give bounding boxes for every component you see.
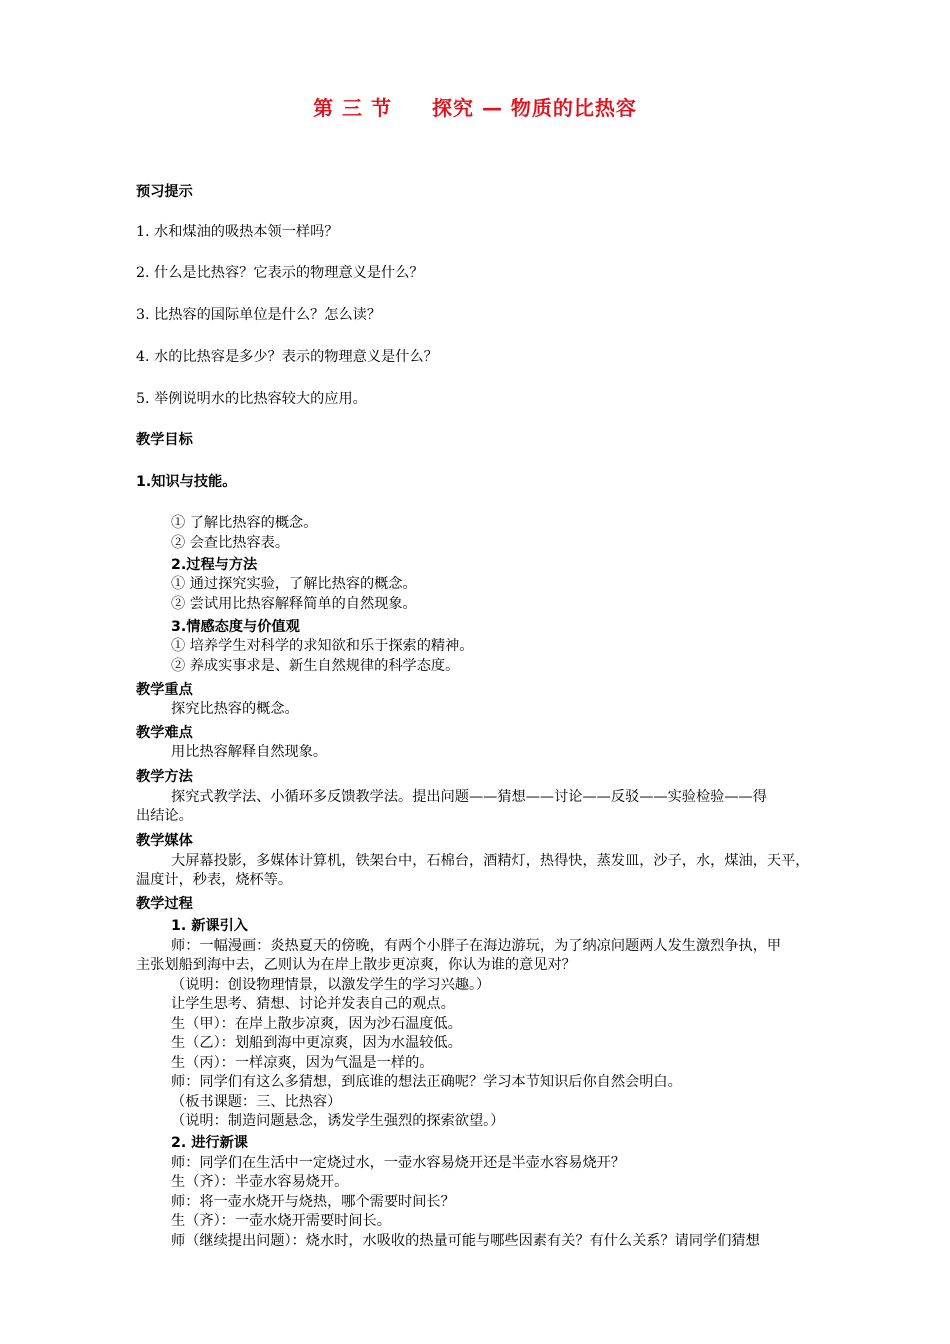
title-topic: 探究 — 物质的比热容 bbox=[432, 96, 637, 120]
step2-line-4: 生（齐）：一壶水烧开需要时间长。 bbox=[171, 1213, 391, 1229]
step1-line-10: （说明：制造问题悬念，诱发学生强烈的探索欲望。） bbox=[171, 1113, 505, 1129]
difficulty-heading: 教学难点 bbox=[136, 725, 193, 741]
goals-sub1-item-1: ① 了解比热容的概念。 bbox=[171, 515, 318, 531]
method-heading: 教学方法 bbox=[136, 769, 193, 785]
process-step-1: 1. 新课引入 bbox=[171, 918, 248, 934]
goals-sub1-item-2: ② 会查比热容表。 bbox=[171, 535, 290, 551]
page-title bbox=[0, 92, 950, 121]
preview-item-2: 2. 什么是比热容？它表示的物理意义是什么？ bbox=[136, 265, 424, 281]
preview-heading: 预习提示 bbox=[136, 184, 193, 200]
goals-sub2-item-2: ② 尝试用比热容解释简单的自然现象。 bbox=[171, 596, 417, 612]
preview-item-5: 5. 举例说明水的比热容较大的应用。 bbox=[136, 391, 367, 407]
goals-sub1: 1.知识与技能。 bbox=[136, 474, 237, 490]
step1-line-2: 主张划船到海中去，乙则认为在岸上散步更凉爽，你认为谁的意见对？ bbox=[136, 957, 576, 973]
goals-sub2: 2.过程与方法 bbox=[171, 557, 258, 573]
step1-line-1: 师：一幅漫画：炎热夏天的傍晚，有两个小胖子在海边游玩，为了纳凉问题两人发生激烈争执，甲 bbox=[171, 938, 782, 954]
step2-line-5: 师（继续提出问题）：烧水时，水吸收的热量可能与哪些因素有关？有什么关系？请同学们猜想 bbox=[171, 1233, 760, 1249]
media-line-2: 温度计，秒表，烧杯等。 bbox=[136, 872, 293, 888]
method-line-2: 出结论。 bbox=[136, 808, 193, 824]
preview-item-4: 4. 水的比热容是多少？表示的物理意义是什么？ bbox=[136, 349, 438, 365]
step1-line-7: 生（丙）：一样凉爽，因为气温是一样的。 bbox=[171, 1055, 434, 1071]
step2-line-1: 师：同学们在生活中一定烧过水，一壶水容易烧开还是半壶水容易烧开？ bbox=[171, 1155, 626, 1171]
step1-line-4: 让学生思考、猜想、讨论并发表自己的观点。 bbox=[171, 996, 455, 1012]
step2-line-3: 师：将一壶水烧开与烧热，哪个需要时间长？ bbox=[171, 1194, 455, 1210]
method-line-1: 探究式教学法、小循环多反馈教学法。提出问题——猜想——讨论——反驳——实验检验——得 bbox=[171, 789, 767, 805]
step1-line-9: （板书课题：三、比热容） bbox=[171, 1094, 342, 1110]
step1-line-5: 生（甲）：在岸上散步凉爽，因为沙石温度低。 bbox=[171, 1016, 462, 1032]
key-text: 探究比热容的概念。 bbox=[171, 701, 299, 717]
goals-heading: 教学目标 bbox=[136, 432, 193, 448]
preview-item-1: 1. 水和煤油的吸热本领一样吗？ bbox=[136, 224, 339, 240]
step1-line-8: 师：同学们有这么多猜想，到底谁的想法正确呢？学习本节知识后你自然会明白。 bbox=[171, 1074, 682, 1090]
goals-sub3: 3.情感态度与价值观 bbox=[171, 619, 300, 635]
key-heading: 教学重点 bbox=[136, 682, 193, 698]
difficulty-text: 用比热容解释自然现象。 bbox=[171, 744, 328, 760]
step1-line-6: 生（乙）：划船到海中更凉爽，因为水温较低。 bbox=[171, 1035, 462, 1051]
step1-line-3: （说明：创设物理情景，以激发学生的学习兴趣。） bbox=[171, 977, 491, 993]
media-line-1: 大屏幕投影，多媒体计算机，铁架台中，石棉台，酒精灯，热得快，蒸发皿，沙子，水，煤油，天平， bbox=[171, 853, 810, 869]
goals-sub2-item-1: ① 通过探究实验，了解比热容的概念。 bbox=[171, 576, 417, 592]
title-section: 第 三 节 bbox=[313, 96, 392, 120]
media-heading: 教学媒体 bbox=[136, 833, 193, 849]
goals-sub3-item-2: ② 养成实事求是、新生自然规律的科学态度。 bbox=[171, 658, 460, 674]
process-step-2: 2. 进行新课 bbox=[171, 1135, 248, 1151]
process-heading: 教学过程 bbox=[136, 896, 193, 912]
goals-sub3-item-1: ① 培养学生对科学的求知欲和乐于探索的精神。 bbox=[171, 638, 474, 654]
step2-line-2: 生（齐）：半壶水容易烧开。 bbox=[171, 1174, 349, 1190]
preview-item-3: 3. 比热容的国际单位是什么？怎么读？ bbox=[136, 307, 382, 323]
